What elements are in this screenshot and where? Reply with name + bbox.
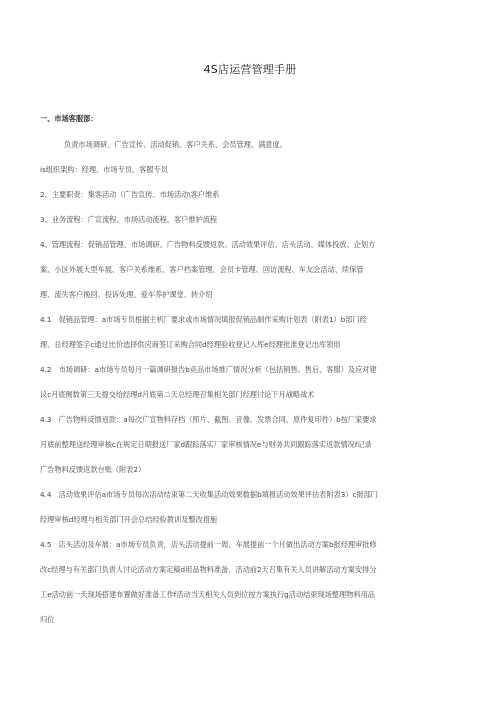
paragraph-line: 4.4 活动效果评估a市场专员每次活动结束第二天收集活动效果数据b填报活动效果评估表附表3）c报部门 bbox=[40, 490, 378, 499]
paragraph-line: 理、总经理签字c通过比价选择供应商签订采购合同d经理验收登记入库e经理批准登记出库领用 bbox=[40, 340, 341, 349]
paragraph-line: 2、主要职责：集客活动（广告宣传、市场活动\客户维系 bbox=[40, 190, 220, 199]
paragraph-line: 4.5 店头活动及车展：a市场专员负责，店头活动提前一周、车展提前一个月做出活动方案b报经理审批修 bbox=[40, 540, 377, 549]
paragraph-line: is组织架构：经理、市场专员、客服专员 bbox=[40, 165, 168, 174]
paragraph-line: 工e活动前一天现场搭建布置做好准备工作f活动当天相关人员到位按方案执行g活动结束现场整理物料用品 bbox=[40, 590, 375, 599]
paragraph-line: 改c经理与有关部门负责人讨论活动方案定稿d用品物料准备、活动前2天召集有关人员讲解活动方案安排分 bbox=[40, 565, 377, 574]
paragraph-line: 经理审核d经理与相关部门开会总结经验教训及整改措施 bbox=[40, 515, 218, 524]
section-heading: 一、市场客服部： bbox=[40, 114, 98, 123]
paragraph-line: 理、流失客户挽回、投诉处理、爱车养护课堂、转介绍 bbox=[40, 290, 213, 299]
paragraph-line: 3、业务流程：广宣流程、市场活动流程、客户维护流程 bbox=[40, 215, 218, 224]
paragraph-line: 广告物料反馈返款台账（附表2） bbox=[40, 465, 146, 474]
paragraph-line: 4.2 市场调研：a市场专员每月一篇调研报告b竞品市场推广情况分析（包括销售、售后、客服）及应对建 bbox=[40, 365, 377, 374]
paragraph-line: 负责市场调研、广告宣传、活动促销、客户关系、会员管理、满意度。 bbox=[64, 140, 287, 149]
paragraph-line: 4、管理流程：促销品管理、市场调研、广告物料反馈返款、活动效果评估、店头活动、媒体投放、企划方 bbox=[40, 240, 376, 249]
paragraph-line: 4.1 促销品管理：a市场专员根据主机厂要求或市场情况填报促销品制作采购计划表（附表1）b部门经 bbox=[40, 315, 367, 324]
paragraph-line: 月底前整理送经理审核c在规定日期报送厂家d跟踪落实厂家审核情况e与财务共同跟踪落实返款情况f记录 bbox=[40, 440, 372, 449]
paragraph-line: 议c月底侧数第三天提交给经理d月底第二天总经理召集相关部门经理讨论下月战略战术 bbox=[40, 390, 315, 399]
paragraph-line: 归位 bbox=[40, 615, 55, 624]
paragraph-line: 案、小区外展大型车展、客户关系维系、客户档案管理、会员卡管理、回访流程、车友会活动、续保管 bbox=[40, 265, 364, 274]
paragraph-line: 4.3 广告物料反馈返款：a每次广宣物料存档（照片、截图、音像、发票合同、原件复印件）b按厂家要求 bbox=[40, 415, 377, 424]
document-title: 4S店运营管理手册 bbox=[203, 63, 297, 76]
